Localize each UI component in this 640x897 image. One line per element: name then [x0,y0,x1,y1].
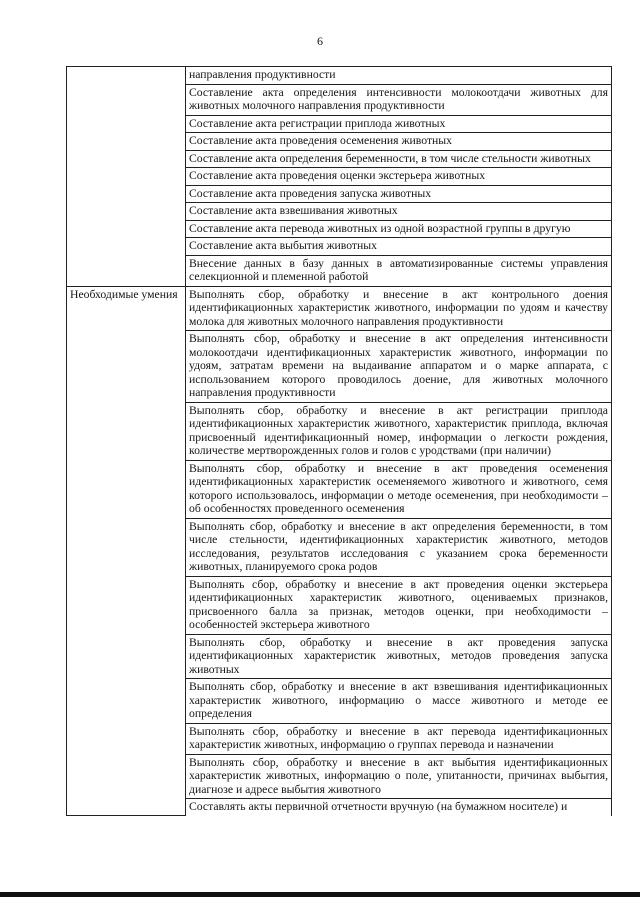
action-cell: Составление акта определения беременности, в том числе стельности животных [186,150,612,168]
action-cell: Составление акта взвешивания животных [186,203,612,221]
skill-cell: Выполнять сбор, обработку и внесение в акт взвешивания идентификационных характеристик животного, информацию о массе животного и методе ее определения [186,679,612,724]
table-row [67,67,612,85]
specification-table [66,66,612,816]
actions-label-cell [67,67,186,287]
action-cell: Составление акта определения интенсивности молокоотдачи животных для животных молочного направления продуктивности [186,84,612,115]
skill-cell: Выполнять сбор, обработку и внесение в акт перевода идентификационных характеристик животных, информацию о группах перевода и назначении [186,723,612,754]
action-cell: Составление акта регистрации приплода животных [186,115,612,133]
skill-cell: Составлять акты первичной отчетности вручную (на бумажном носителе) и [186,799,612,816]
skill-cell: Выполнять сбор, обработку и внесение в акт проведения оценки экстерьера идентификационных характеристик животного, оцениваемых признаков, присвоенного балла за признак, методов оценки, при необходимости – особенностей экстерьера животного [186,576,612,634]
skill-cell: Выполнять сбор, обработку и внесение в акт регистрации приплода идентификационных характеристик животного, характеристик приплода, включая присвоенный идентификационный номер, информации о легкости рождения, количестве мертворожденных голов и голов с уродствами (при наличии) [186,402,612,460]
scan-bottom-edge [0,892,640,897]
skill-cell: Выполнять сбор, обработку и внесение в акт выбытия идентификационных характеристик животных, информацию о поле, упитанности, причинах выбытия, диагнозе и адресе выбытия животного [186,754,612,799]
action-cell: Внесение данных в базу данных в автоматизированные системы управления селекционной и племенной работой [186,255,612,286]
skill-cell: Выполнять сбор, обработку и внесение в акт проведения запуска идентификационных характеристик животных, методов проведения запуска животных [186,634,612,679]
skill-cell: Выполнять сбор, обработку и внесение в акт определения беременности, в том числе стельности, идентификационных характеристик животного, методов исследования, результатов исследования с указанием срока беременности животных, планируемого срока родов [186,518,612,576]
action-cell: Составление акта проведения оценки экстерьера животных [186,168,612,186]
action-cell: Составление акта проведения запуска животных [186,185,612,203]
page-number: 6 [317,34,323,48]
skill-cell: Выполнять сбор, обработку и внесение в акт контрольного доения идентификационных характеристик животного, информации по удоям и качеству молока для животных молочного направления продуктивности [186,286,612,331]
action-cell: Составление акта перевода животных из одной возрастной группы в другую [186,220,612,238]
action-cell: Составление акта проведения осеменения животных [186,133,612,151]
table-row [67,286,612,331]
skills-label: Необходимые умения [67,286,186,816]
skill-cell: Выполнять сбор, обработку и внесение в акт проведения осеменения идентификационных характеристик осеменяемого животного и животного, семя которого использовалось, информации о методе осеменения, при необходимости – об особенностях проведенного осеменения [186,460,612,518]
action-cell: направления продуктивности [186,67,612,85]
action-cell: Составление акта выбытия животных [186,238,612,256]
skill-cell: Выполнять сбор, обработку и внесение в акт определения интенсивности молокоотдачи идентификационных характеристик животного, информации по удоям, затратам времени на выдаивание аппаратом и о марке аппарата, с использованием которого проводилось доение, для животных молочного направления продуктивности [186,331,612,403]
